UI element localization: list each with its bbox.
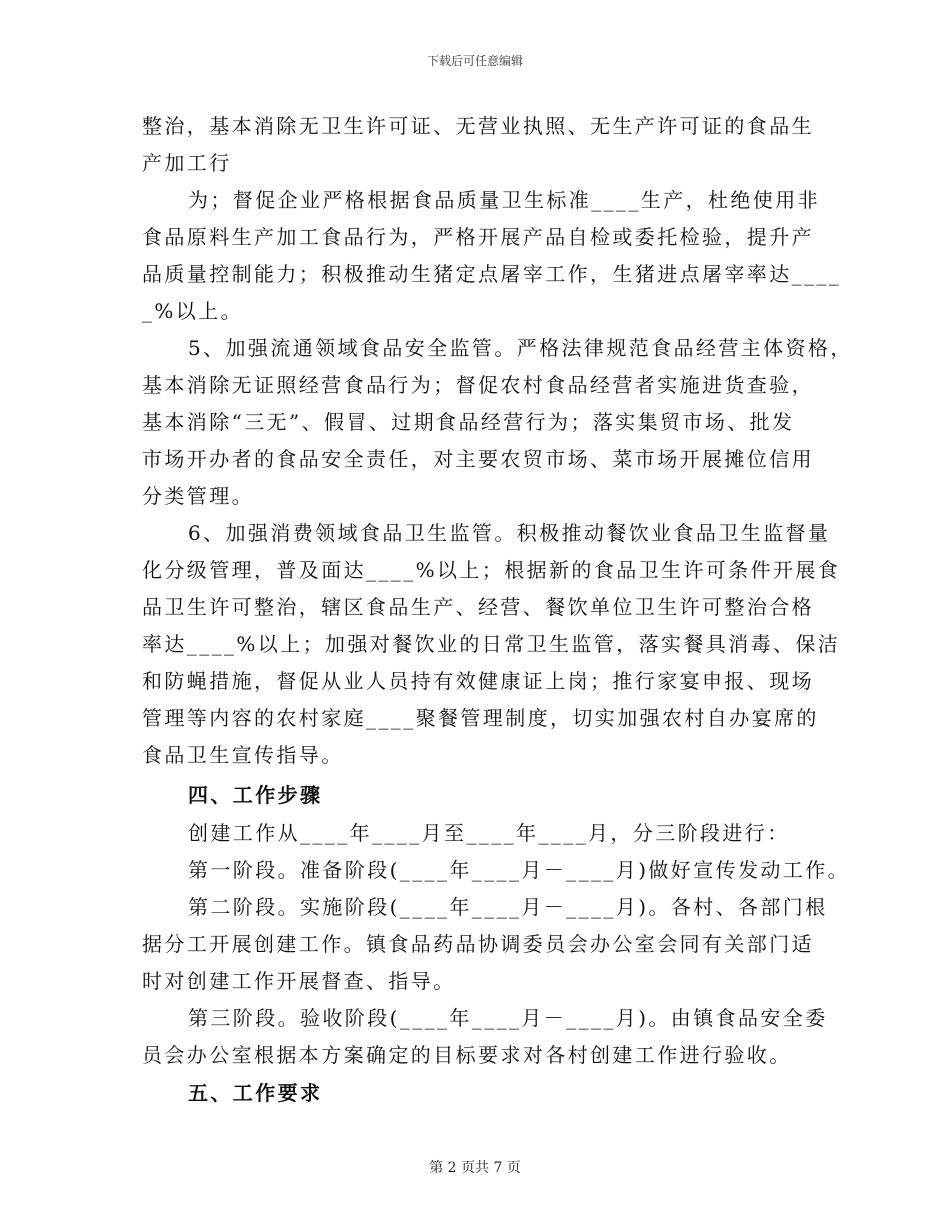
body-line: 整治，基本消除无卫生许可证、无营业执照、无生产许可证的食品生 <box>142 114 814 138</box>
body-line: 为；督促企业严格根据食品质量卫生标准____生产，杜绝使用非 <box>188 188 820 212</box>
section-heading-4: 四、工作步骤 <box>188 783 323 807</box>
body-line: 市场开办者的食品安全责任，对主要农贸市场、菜市场开展摊位信用 <box>142 447 814 471</box>
stage-3: 第三阶段。验收阶段(____年____月－____月)。由镇食品安全委 <box>188 1006 828 1030</box>
body-line: 员会办公室根据本方案确定的目标要求对各村创建工作进行验收。 <box>142 1043 792 1067</box>
body-line: 时对创建工作开展督查、指导。 <box>142 969 456 993</box>
body-line: 创建工作从____年____月至____年____月，分三阶段进行： <box>188 821 790 845</box>
body-line: 分类管理。 <box>142 484 254 508</box>
page-header: 下载后可任意编辑 <box>426 54 523 68</box>
body-line: 品卫生许可整治，辖区食品生产、经营、餐饮单位卫生许可整治合格 <box>142 595 814 619</box>
body-line: 食品原料生产加工食品行为，严格开展产品自检或委托检验，提升产 <box>142 225 814 249</box>
body-line: _%以上。 <box>142 299 244 323</box>
section-heading-5: 五、工作要求 <box>188 1081 323 1105</box>
stage-2: 第二阶段。实施阶段(____年____月－____月)。各村、各部门根 <box>188 895 828 919</box>
body-line: 和防蝇措施，督促从业人员持有效健康证上岗；推行家宴申报、现场 <box>142 669 814 693</box>
body-line: 基本消除“三无”、假冒、过期食品经营行为；落实集贸市场、批发 <box>142 410 795 434</box>
body-line: 化分级管理，普及面达____%以上；根据新的食品卫生许可条件开展食 <box>142 558 841 582</box>
body-line: 基本消除无证照经营食品行为；督促农村食品经营者实施进货查验， <box>142 373 814 397</box>
body-line: 率达____%以上；加强对餐饮业的日常卫生监管，落实餐具消毒、保洁 <box>142 632 841 656</box>
body-line: 据分工开展创建工作。镇食品药品协调委员会办公室会同有关部门适 <box>142 932 814 956</box>
page-footer: 第 2 页共 7 页 <box>429 1160 521 1176</box>
section-item-5: 5、加强流通领域食品安全监管。严格法律规范食品经营主体资格， <box>188 336 853 360</box>
stage-1: 第一阶段。准备阶段(____年____月－____月)做好宣传发动工作。 <box>188 858 851 882</box>
body-line: 食品卫生宣传指导。 <box>142 743 344 767</box>
section-item-6: 6、加强消费领域食品卫生监管。积极推动餐饮业食品卫生监督量 <box>188 521 831 545</box>
body-line: 管理等内容的农村家庭____聚餐管理制度，切实加强农村自办宴席的 <box>142 706 819 730</box>
body-line: 产加工行 <box>142 151 232 175</box>
body-line: 品质量控制能力；积极推动生猪定点屠宰工作，生猪进点屠宰率达____ <box>142 262 842 286</box>
